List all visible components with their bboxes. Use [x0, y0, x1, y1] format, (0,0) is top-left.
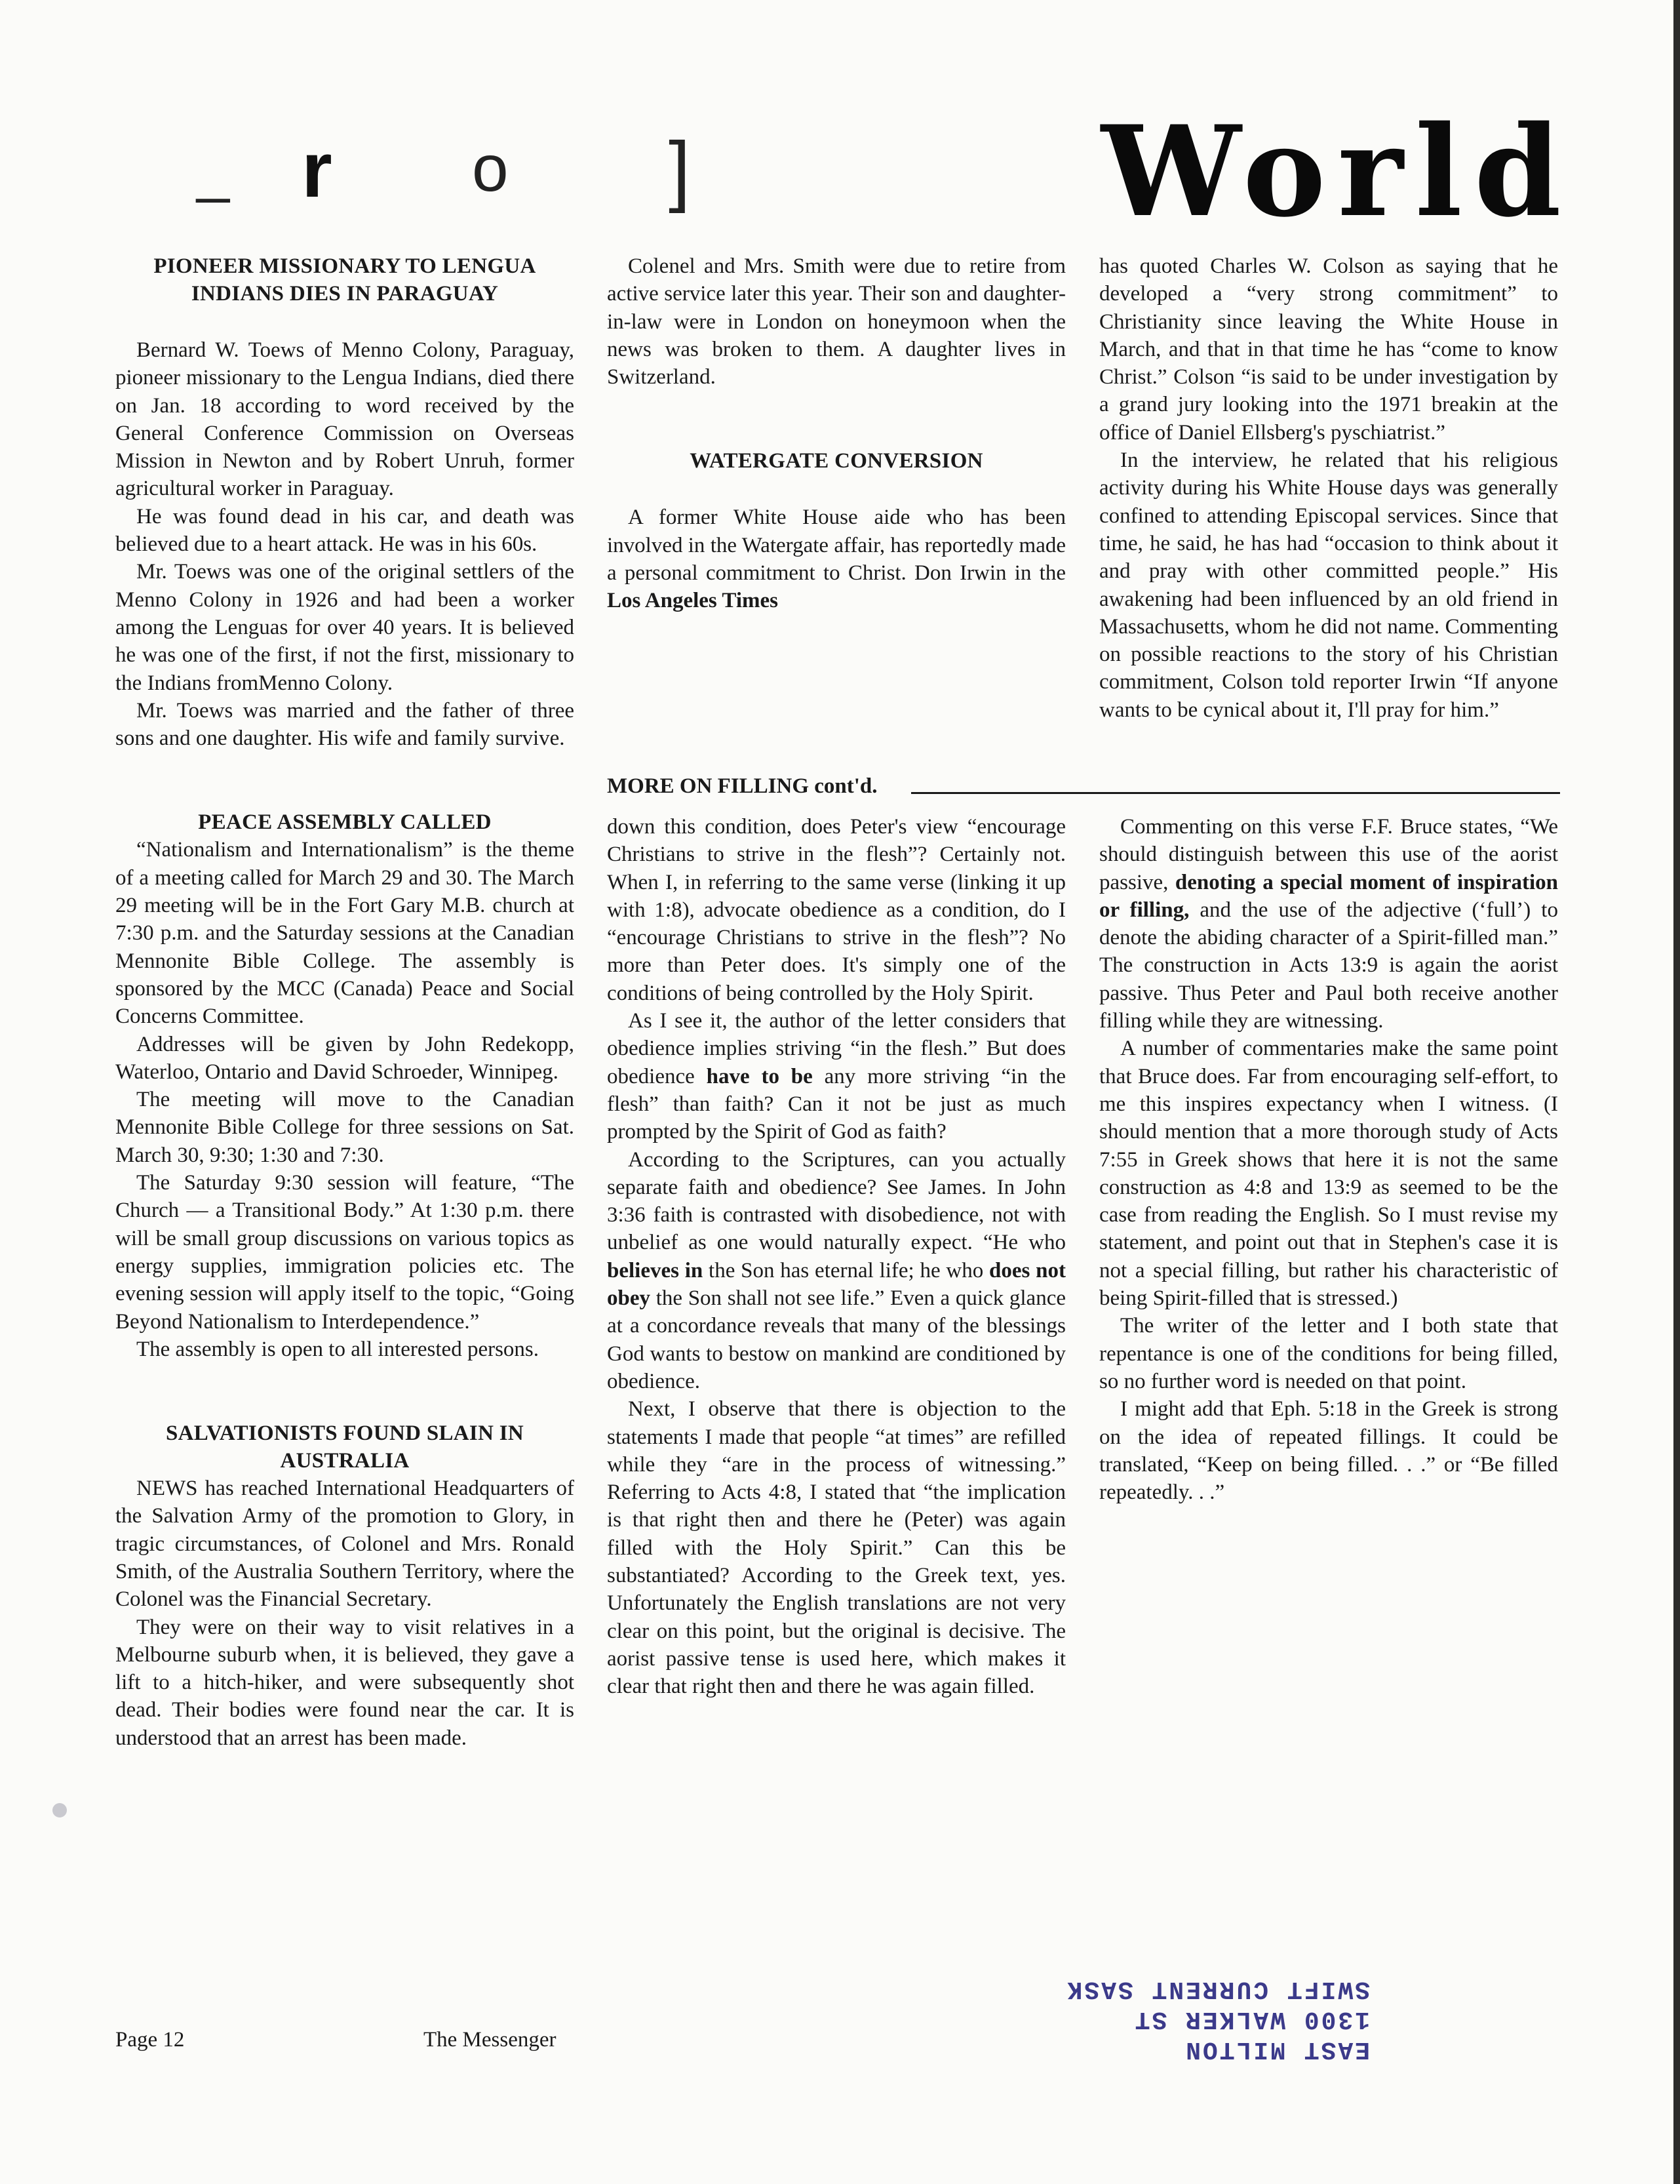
filling-paragraph-5: [1099, 813, 1558, 1035]
watergate-p1-text-a: A former White House aide who has been involved in the Watergate affair, has reportedly made a personal commitment to Christ. Don Irwin in the: [607, 506, 1066, 586]
filling-paragraph-1: down this condition, does Peter's view “encourage Christians to strive in the flesh”? Certainly not. When I, in referring to the same verse (linking it up with 1:8), advocate obedience as a condition, do I “encourage Christians to strive in the flesh”? No more than Peter does. It's simply one of the conditions of being controlled by the Holy Spirit.: [607, 815, 1066, 1005]
column-2-top: [607, 252, 1066, 615]
filling-p2-text-a: As I see it, the author of the letter considers that obedience implies striving “in the flesh.” But does obedience: [607, 1009, 1066, 1088]
address-line-3: EAST MILTON: [1184, 2035, 1370, 2063]
peace-paragraph-2: Addresses will be given by John Redekopp, Waterloo, Ontario and David Schroeder, Winnipeg.: [115, 1032, 574, 1084]
filling-paragraph-6: A number of commentaries make the same point that Bruce does. Far from encouraging self-effort, to me this inspires expectancy when I witness. (I should mention that a more thorough study of Acts 7:55 in Greek shows that here it is not the same construction as 4:8 and 13:9 as seemed to be the case from reading the English. So I must revise my statement, and point out that in Stephen's case it is not a special filling, but rather his characteristic of being Spirit-filled that is stressed.): [1099, 1037, 1558, 1311]
watergate-p1-newspaper: Los Angeles Times: [607, 589, 778, 613]
filling-p5-text-a: Commenting on this verse F.F. Bruce states, “We should distinguish between this use of the aorist passive,: [1099, 815, 1558, 894]
pioneer-paragraph-4: Mr. Toews was married and the father of three sons and one daughter. His wife and family survive.: [115, 698, 574, 751]
headline-watergate: WATERGATE CONVERSION: [690, 449, 983, 473]
headline-more-on-filling: MORE ON FILLING cont'd.: [607, 774, 878, 798]
salvationists-paragraph-3: Colenel and Mrs. Smith were due to retire from active service later this year. Their son and daughter-in-law were in London on honeymoon when the news was broken to them. A daughter lives in Switzerland.: [607, 254, 1066, 389]
address-line-2: 1300 WALKER ST: [1133, 2005, 1370, 2033]
scan-speck: [52, 1803, 67, 1817]
filling-paragraph-4: Next, I observe that there is objection to the statements I made that people “at times” are refilled while they “are in the process of witnessing.” Referring to Acts 4:8, I stated that “the implication is that right then and there he (Peter) was again filled with the Holy Spirit.” Can this be substantiated? According to the Greek text, yes. Unfortunately the English translations are not very clear on this point, but the original is decisive. The aorist passive tense is used here, which makes it clear that right then and there he was again filled.: [607, 1397, 1066, 1699]
peace-paragraph-3: The meeting will move to the Canadian Mennonite Bible College for three sessions on Sat. March 30, 9:30; 1:30 and 7:30.: [115, 1088, 574, 1167]
page-number: Page 12: [115, 2028, 185, 2052]
filling-p3-bold-1: believes in: [607, 1258, 703, 1282]
masthead-fragment-1: _: [197, 138, 230, 204]
column-1: [115, 252, 574, 1752]
filling-p3-text-c: the Son shall not see life.” Even a quick glance at a concordance reveals that many of the blessings God wants to bestow on mankind are conditioned by obedience.: [607, 1286, 1066, 1393]
filling-paragraph-2: [607, 1007, 1066, 1145]
filling-paragraph-7: The writer of the letter and I both state that repentance is one of the conditions for being filled, so no further word is needed on that point.: [1099, 1314, 1558, 1393]
address-line-1: SWIFT CURRENT SASK: [1065, 1975, 1370, 2003]
peace-paragraph-1: “Nationalism and Internationalism” is the theme of a meeting called for March 29 and 30. The March 29 meeting will be in the Fort Gary M.B. church at 7:30 p.m. and the Saturday sessions at the Canadian Mennonite Bible College. The assembly is sponsored by the MCC (Canada) Peace and Social Concerns Committee.: [115, 838, 574, 1029]
filling-p2-bold: have to be: [706, 1064, 813, 1088]
headline-peace: PEACE ASSEMBLY CALLED: [198, 810, 492, 835]
salvationists-paragraph-1: NEWS has reached International Headquarters of the Salvation Army of the promotion to Glory, in tragic circumstances, of Colonel and Mrs. Ronald Smith, of the Australia Southern Territory, where the Colonel was the Financial Secretary.: [115, 1477, 574, 1612]
filling-p3-text-a: According to the Scriptures, can you actually separate faith and obedience? See James. In John 3:36 faith is contrasted with disobedience, not with unbelief as one would naturally expect. “He who: [607, 1147, 1066, 1255]
masthead-fragment-3: o: [472, 132, 509, 205]
filling-paragraph-3: [607, 1146, 1066, 1396]
pioneer-paragraph-1: Bernard W. Toews of Menno Colony, Paraguay, pioneer missionary to the Lengua Indians, died there on Jan. 18 according to word received by the General Conference Commission on Overseas Mission in Newton and by Robert Unruh, former agricultural worker in Paraguay.: [115, 338, 574, 501]
masthead-world: World: [1101, 98, 1573, 245]
section-rule: [911, 792, 1560, 794]
publication-name: The Messenger: [423, 2028, 557, 2052]
address-stamp: [1042, 1974, 1370, 2064]
masthead: [197, 98, 1573, 245]
filling-p5-text-b: and the use of the adjective (‘full’) to denote the abiding character of a Spirit-filled man.” The construction in Acts 13:9 is again the aorist passive. Thus Peter and Paul both receive another filling while they are witnessing.: [1099, 898, 1558, 1033]
filling-p3-bold-2: does not obey: [607, 1258, 1066, 1311]
watergate-paragraph-1-start: [607, 504, 1066, 614]
column-3-top: [1099, 252, 1558, 724]
column-2-bottom: [607, 813, 1066, 1701]
masthead-fragment-4: ]: [669, 126, 691, 214]
peace-paragraph-4: The Saturday 9:30 session will feature, “The Church — a Transitional Body.” At 1:30 p.m. there will be small group discussions on various topics as energy supplies, immigration policies etc. The evening session will apply itself to the topic, “Going Beyond Nationalism to Interdependence.”: [115, 1171, 574, 1334]
filling-p5-bold: denoting a special moment of inspiration or filling,: [1099, 870, 1558, 922]
watergate-paragraph-1-cont: has quoted Charles W. Colson as saying that he developed a “very strong commitment” to Christianity since leaving the White House in March, and that in that time he has “come to know Christ.” Colson “is said to be under investigation by a grand jury looking into the 1971 breakin at the office of Daniel Ellsberg's pyschiatrist.”: [1099, 254, 1558, 445]
headline-salvationists: SALVATIONISTS FOUND SLAIN IN AUSTRALIA: [165, 1421, 524, 1473]
peace-paragraph-5: The assembly is open to all interested persons.: [136, 1337, 539, 1361]
masthead-fragment-2: r: [302, 126, 332, 214]
filling-p2-text-b: any more striving “in the flesh” than faith? Can it not be just as much prompted by the Spirit of God as faith?: [607, 1064, 1066, 1144]
scan-edge: [1673, 0, 1680, 2184]
column-3-bottom: [1099, 813, 1558, 1506]
watergate-paragraph-2: In the interview, he related that his religious activity during his White House days was generally confined to attending Episcopal services. Since that time, he said, he has had “occasion to think about it and pray with other committed people.” His awakening had been influenced by an old friend in Massachusetts, whom he did not name. Commenting on possible reactions to the story of his Christian commitment, Colson told reporter Irwin “If anyone wants to be cynical about it, I'll pray for him.”: [1099, 448, 1558, 722]
pioneer-paragraph-3: Mr. Toews was one of the original settlers of the Menno Colony in 1926 and had been a worker among the Lenguas for over 40 years. It is believed he was one of the first, if not the first, missionary to the Indians fromMenno Colony.: [115, 560, 574, 695]
filling-paragraph-8: I might add that Eph. 5:18 in the Greek is strong on the idea of repeated fillings. It could be translated, “Keep on being filled. . .” or “Be filled repeatedly. . .”: [1099, 1397, 1558, 1505]
pioneer-paragraph-2: He was found dead in his car, and death was believed due to a heart attack. He was in his 60s.: [115, 504, 574, 557]
salvationists-paragraph-2: They were on their way to visit relatives in a Melbourne suburb when, it is believed, they gave a lift to a hitch-hiker, and were subsequently shot dead. Their bodies were found near the car. It is understood that an arrest has been made.: [115, 1615, 574, 1750]
filling-p3-text-b: the Son has eternal life; he who: [703, 1258, 990, 1282]
headline-pioneer: PIONEER MISSIONARY TO LENGUA INDIANS DIES IN PARAGUAY: [153, 254, 536, 306]
